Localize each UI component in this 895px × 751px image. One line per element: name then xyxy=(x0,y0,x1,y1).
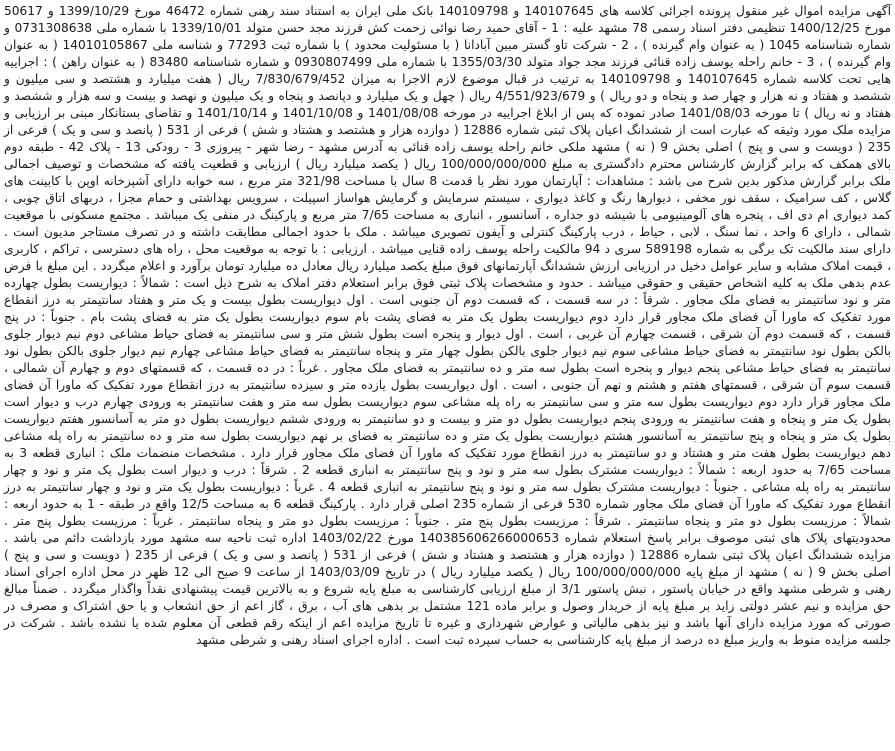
auction-notice-text: آگهی مزایده اموال غیر منقول پرونده اجرائی کلاسه های 140107645 و 140109798 بانک ملی ایران به استناد سند رهنی شماره 46472 مورخ 1399/10/29 و 50617 مورخ 1400/12/25 تنظیمی دفتر اسناد رسمی 78 مشهد علیه : 1 - آقای حمید رضا نوائی زحمت کش فرزند مجد حسن متولد 1339/10/01 با شماره ملی 0731308638 و شماره شناسنامه 1045 ( به عنوان وام گیرنده ) ، 2 - شرکت تاو گستر مبین آبادانا ( با مسئولیت محدود ) با شماره ثبت 77293 و شناسه ملی 14010105867 ( به عنوان وام گیرنده ) ، 3 - خانم راحله یوسف زاده قنائی فرزند مجد جواد متولد 1355/03/30 با شماره ملی 0930807499 و شماره شناسنامه 83480 ( به عنوان راهن ) : اجراییه هایی تحت کلاسه شماره 140107645 و 140109798 به ترتیب در قبال موضوع لازم الاجرا به میزان 7/830/679/452 ریال ( هفت میلیارد و هشتصد و سی میلیون و ششصد و هفتاد و نه هزار و چهار صد و پنجاه و دو ریال ) و 4/551/923/679 ریال ( چهل و یک میلیارد و دپانصد و پنجاه و یک میلیون و نهصد و بیست و سه هزار و ششصد و هفتاد و نه ریال ) تا مورخه 1401/08/03 صادر نموده که پس از ابلاغ اجراییه در مورخه 1401/08/08 و 1401/10/08 و 1401/10/14 و تقاضای بستانکار مبنی بر ارزیابی و مزایده ملک مورد وثیقه که عبارت است از ششدانگ اعیان پلاک ثبتی شماره 12886 ( دوازده هزار و هشتصد و هشتاد و شش ) فرعی از 531 ( پانصد و سی و یک ) فرعی از 235 ( دویست و سی و پنج ) اصلی بخش 9 ( نه ) مشهد ملکی خانم راحله یوسف زاده قنائی به آدرس مشهد - رضا شهر - پیروزی 3 - رودکی 13 - پلاک 42 - طبقه دوم بالای همکف که برابر گزارش کارشناس محترم دادگستری به مبلغ 100/000/000/000 ریال ( یکصد میلیارد ریال ) ارزیابی و قطعیت یافته که مشخصات و توصیف اجمالی ملک برابر گزارش مذکور بدین شرح می باشد : مشاهدات : آپارتمان مورد نظر با قدمت 8 سال با مساحت 321/98 متر مربع ، سه خوابه دارای آشپزخانه اوپن با کابینت های گلاس ، کف سرامیک ، سقف نور مخفی ، دیوارها رنگ و کاغذ دیواری ، سیستم سرمایش و گرمایش هواساز اسپیلت ، سرویس بهداشتی و حمام مجزا ، دربهای اتاق چوبی ، کمد دیواری ام دی اف ، پنجره های آلومینیومی با شیشه دو جداره ، آسانسور ، انباری به مساحت 7/65 متر مربع و پارکینگ در منفی یک میباشد . مجتمع مسکونی با موقعیت شمالی ، دارای 6 واحد ، نما سنگ ، لابی ، حیاط ، درب پارکینگ کنترلی و آیفون تصویری میباشد . ملک با حدود اجمالی مطابقت داشته و در تصرف مستاجر مدیون است . دارای سند مالکیت تک برگی به شماره 589198 سری د 94 مالکیت راحله یوسف زاده قنایی میباشد . ارزیابی : با توجه به موقعیت محل ، راه های دسترسی ، تراکم ، کاربری ، قیمت املاک مشابه و سایر عوامل دخیل در ارزیابی ارزش ششدانگ آپارتمانهای فوق مبلغ یکصد میلیارد ریال معادل ده میلیارد تومان برآورد و اعلام میگردد . این مبلغ با فرض عدم بدهی ملک به کلیه اشخاص حقیقی و حقوقی میباشد . حدود و مشخصات پلاک ثبتی فوق برابر استعلام دفتر املاک به شرح ذیل است : شمالاً : دیواریست بطول چهارده متر و نود سانتیمتر به فضای ملک مجاور . شرقاً : در سه قسمت ، که قسمت دوم آن جنوبی است . اول دیواریست بطول بیست و یک متر و هفتاد سانتیمتر به درز انقطاع مورد تفکیک که ماورا آن فضای ملک مجاور قرار دارد دوم دیواریست بطول یک متر به فضای پشت بام سوم دیواریست بطول یک متر به فضای پشت بام . جنوباً : در پنج قسمت ، که قسمت دوم آن شرقی ، قسمت چهارم آن غربی ، است . اول دیوار و پنجره است بطول شش متر و سی سانتیمتر به فضای حیاط مشاعی دوم نیم دیوار جلوی بالکن بطول نود سانتیمتر به فضای حیاط مشاعی سوم نیم دیوار جلوی بالکن بطول چهار متر و پنجاه سانتیمتر به فضای حیاط مشاعی چهارم نیم دیوار جلوی بالکن بطول نود سانتیمتر به فضای حیاط مشاعی پنجم دیوار و پنجره است بطول سه متر و ده سانتیمتر به فضای ملک مجاور . غرباً : در ده قسمت ، که قسمتهای دوم و چهارم آن شمالی ، قسمت سوم آن شرقی ، قسمتهای هفتم و هشتم و نهم آن جنوبی ، است . اول دیواریست بطول یازده متر و سیزده سانتیمتر به درز انقطاع مورد تفکیک که ماورا آن فضای ملک مجاور قرار دارد دوم دیواریست بطول سه متر و سی سانتیمتر به راه پله مشاعی سوم دیواریست بطول سه متر و هفت سانتیمتر به ورودی چهارم درب و دیوار است بطول یک متر و پنجاه و هفت سانتیمتر به ورودی پنجم دیواریست بطول دو متر و بیست و دو سانتیمتر به ورودی ششم دیواریست بطول دو متر به آسانسور هفتم دیواریست بطول یک متر و پنجاه و پنج سانتیمتر به آسانسور هشتم دیواریست بطول یک متر و ده سانتیمتر به فضای بر نهم دیواریست بطول سه متر و ده سانتیمتر به راه پله مشاعی دهم دیواریست بطول هفت متر و هشتاد و دو سانتیمتر به درز انقطاع مورد تفکیک که ماورا آن فضای ملک مجاور قرار دارد . مشخصات منضمات ملک : انباری قطعه 3 به مساحت 7/65 به حدود اربعه : شمالاً : دیواریست مشترک بطول سه متر و نود و پنج سانتیمتر به انباری قطعه 2 . شرقاً : درب و دیوار است بطول یک متر و نود و چهار سانتیمتر به راه پله مشاعی . جنوباً : دیواریست مشترک بطول سه متر و نود و پنج سانتیمتر به انباری قطعه 4 . غرباً : دیواریست بطول یک متر و نود و چهار سانتیمتر به درز انقطاع مورد تفکیک که ماورا آن فضای ملک مجاور شماره 530 فرعی از شماره 235 اصلی قرار دارد . پارکینگ قطعه 6 به مساحت 12/5 واقع در طبقه - 1 به حدود اربعه : شمالاً : مرزیست بطول دو متر و پنجاه سانتیمتر . شرقاً : مرزیست بطول پنج متر . جنوباً : مرزیست بطول دو متر و پنجاه سانتیمتر . غرباً : مرزیست بطول پنج متر . محدودیتهای پلاک های ثبتی موصوف برابر پاسخ استعلام شماره 140385606266000653 مورخ 1403/02/22 اداره ثبت ناحیه سه مشهد مورد بازداشت دائم می باشد . مزایده ششدانگ اعیان پلاک ثبتی شماره 12886 ( دوازده هزار و هشتصد و هشتاد و شش ) فرعی از 531 ( پانصد و سی و یک ) فرعی از 235 ( دویست و سی و پنج ) اصلی بخش 9 ( نه ) مشهد از مبلغ پایه 100/000/000/000 ریال ( یکصد میلیارد ریال ) در تاریخ 1403/03/09 از ساعت 9 صبح الی 12 ظهر در محل اداره اجرای اسناد رهنی و شرطی مشهد واقع در خیابان پاستور ، نبش پاستور 3/1 از مبلغ ارزیابی کارشناسی به مبلغ پایه شروع و به بالاترین قیمت پیشنهادی نقداً واگذار میگردد . ضمناً مبالغ حق مزایده و نیم عشر دولتی زاید بر مبلغ پایه از خریدار وصول و برابر ماده 121 مشتمل بر بدهی های آب ، برق ، گاز اعم از حق انشعاب و یا حق اشتراک و مصرف در صورتی که مورد مزایده دارای آنها باشد و نیز بدهی مالیاتی و عوارض شهرداری و غیره تا تاریخ مزایده اعم از اینکه رقم قطعی آن معلوم شده یا نشده باشد . شرکت در جلسه مزایده منوط به واریز مبلغ ده درصد از مبلغ پایه کارشناسی به حساب سپرده ثبت است . اداره اجرای اسناد رهنی و شرطی مشهد xyxy=(4,4,892,647)
